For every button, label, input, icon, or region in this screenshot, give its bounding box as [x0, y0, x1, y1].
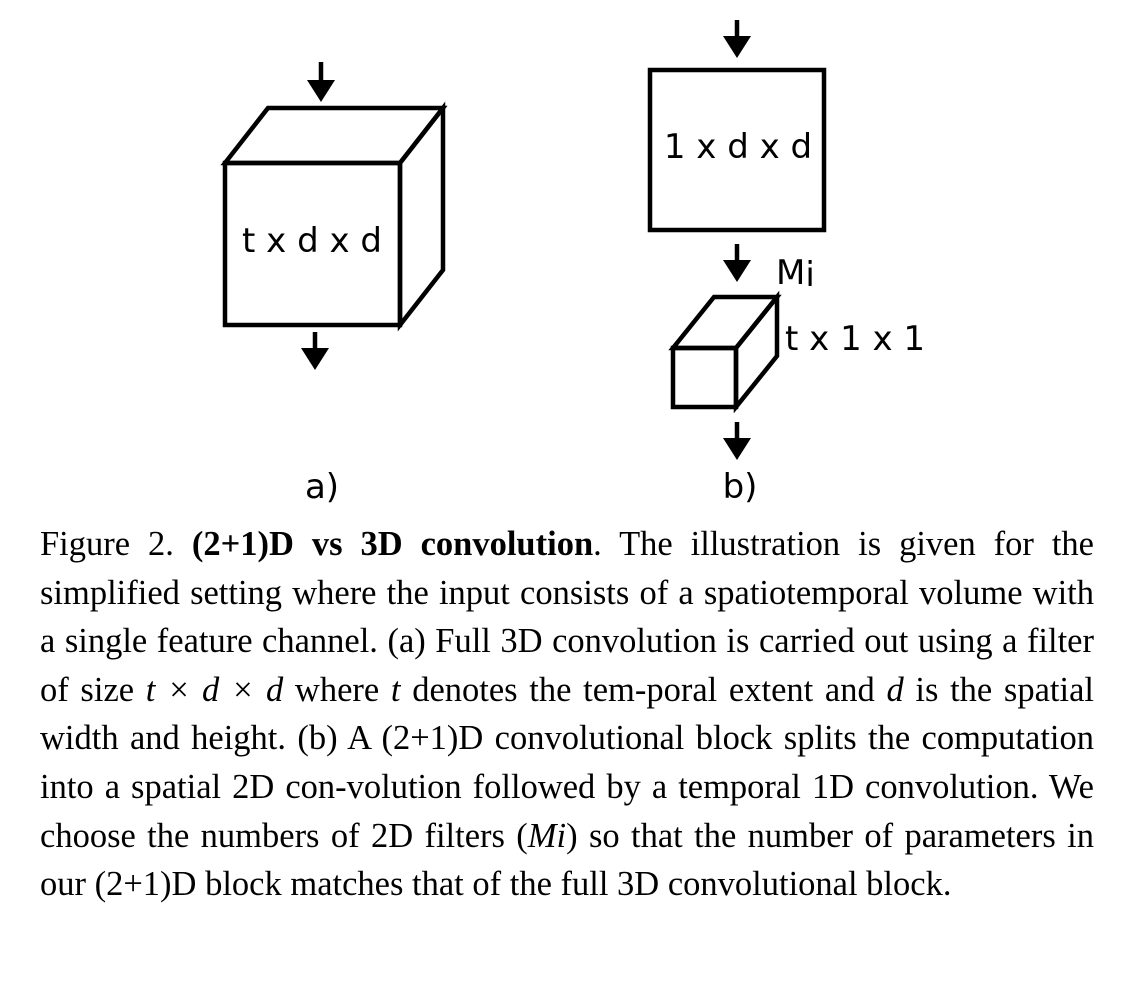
filter-label-spatial: 1 x d x d	[663, 127, 813, 167]
figure-number: Figure 2.	[40, 525, 174, 563]
input-arrow-a	[307, 62, 335, 102]
math-mi: Mi	[527, 816, 567, 855]
temporal-1d-filter	[673, 297, 777, 407]
middle-arrow-b	[723, 244, 751, 282]
output-arrow-a	[301, 332, 329, 370]
math-t: t	[390, 670, 401, 709]
panel-label-a: a)	[304, 467, 340, 507]
panel-a	[225, 62, 443, 507]
input-arrow-b	[723, 20, 751, 58]
filter-count-label: Mi	[776, 253, 815, 295]
math-filter-size: t × d × d	[145, 670, 284, 709]
filter-label-temporal: t x 1 x 1	[785, 319, 926, 359]
panel-label-b: b)	[722, 467, 758, 507]
panel-b	[650, 20, 925, 507]
figure-caption: Figure 2. (2+1)D vs 3D convolution. The illustration is given for the simplified setting where the input consists of a spatiotemporal volume with a single feature channel. (a) Full 3D convolution is carried out using a filter of size t × d × d where t denotes the tem-poral extent and d is the spatial width and height. (b) A (2+1)D convolutional block splits the computation into a spatial 2D con-volution followed by a temporal 1D convolution. We choose the numbers of 2D filters (Mi) so that the number of parameters in our (2+1)D block matches that of the full 3D convolutional block.	[40, 525, 1094, 904]
math-d: d	[886, 670, 904, 709]
cube-3d-filter	[225, 108, 443, 325]
filter-label-3d: t x d x d	[242, 221, 382, 261]
output-arrow-b	[723, 422, 751, 460]
caption-title: (2+1)D vs 3D convolution	[191, 525, 594, 563]
